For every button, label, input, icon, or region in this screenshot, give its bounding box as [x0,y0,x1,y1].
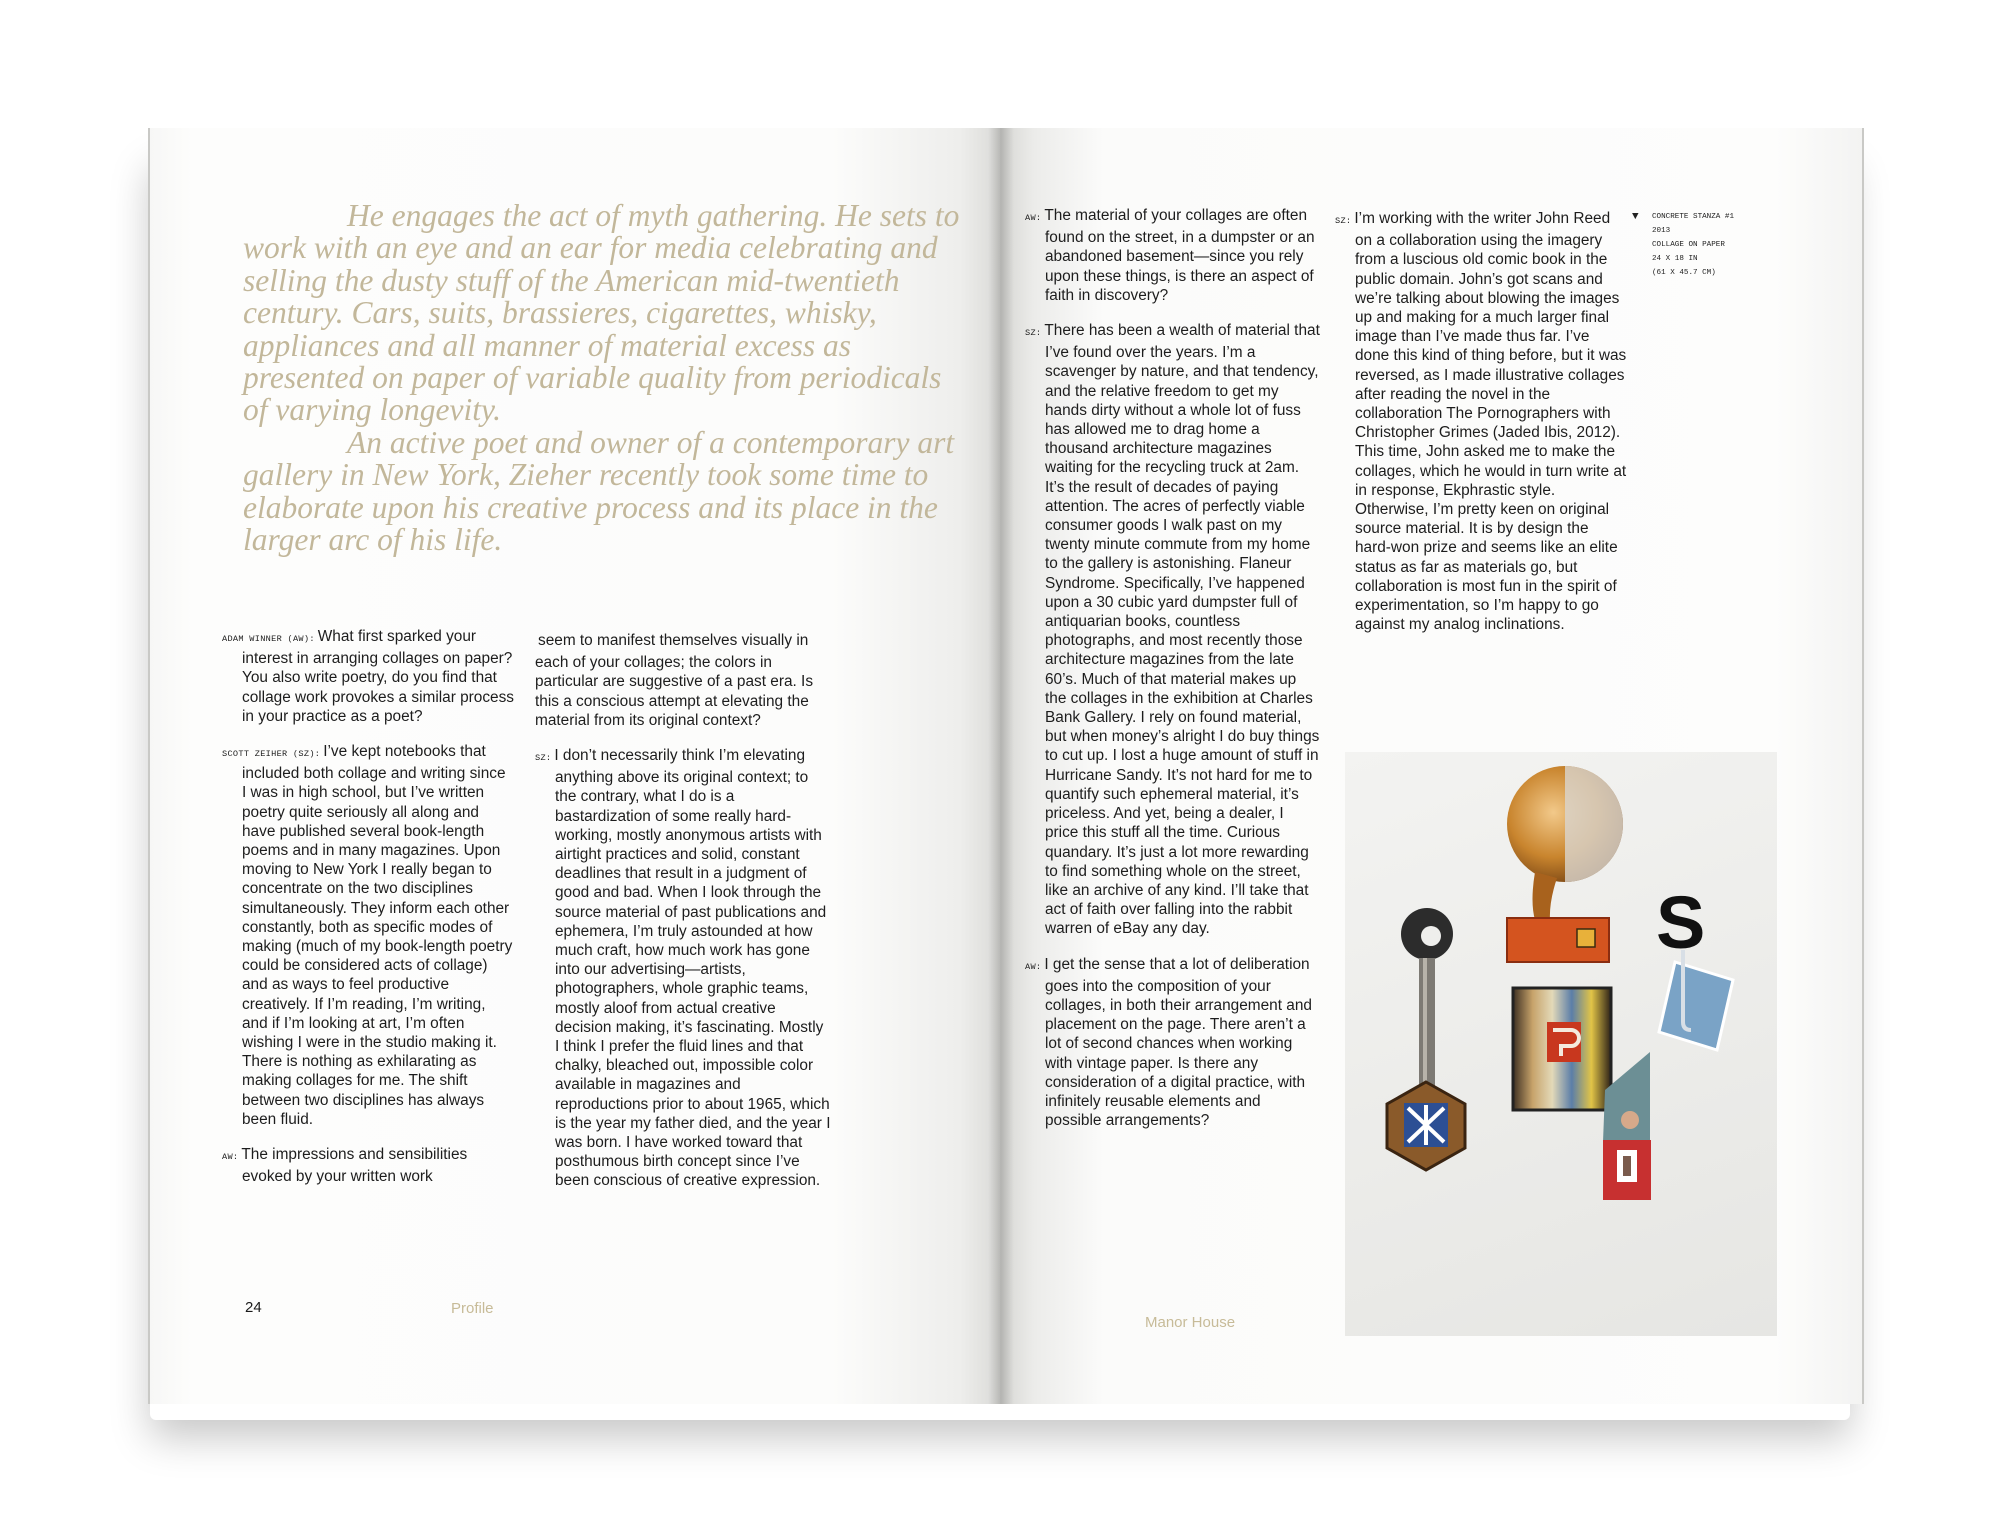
caption-medium: COLLAGE ON PAPER [1652,241,1725,249]
speaker-label: SZ: [535,753,552,764]
caption-year: 2013 [1652,227,1671,235]
pull-quote [243,200,963,556]
speaker-label: SZ: [1335,216,1352,226]
interview-paragraph [1025,206,1320,305]
paragraph-text: There has been a wealth of material that I’ve found over the years. I’m a scavenger by nature, and that tendency, and the relative freedom to get my hands dirty without a whole lot of fuss has allowed me to drag home a thousand architecture magazines waiting for the recycling truck at 2am. It’s the result of decades of paying attention. The acres of perfectly viable consumer goods I walk past on my twenty minute commute from my home to the gallery is astonishing. Flaneur Syndrome. Specifically, I’ve happened upon a 30 cubic yard dumpster full of antiquarian books, countless photographs, and most recently those architecture magazines from the late 60’s. Much of that material makes up the collages in the exhibition at Charles Bank Gallery. I rely on found material, but when money’s alright I do buy things to cut up. I lost a huge amount of stuff in Hurricane Sandy. It’s not hard for me to quantify such ephemeral material, it’s priceless. And yet, being a dealer, I price this stuff all the time. Curious quandary. It’s just a lot more rewarding to find something whole on the street, like an archive of any kind. I’ll take that act of faith over falling into the rabbit warren of eBay any day. [1044,322,1320,938]
interview-paragraph [1025,955,1320,1131]
collage-artwork-image [1345,752,1777,1336]
striped-panel [1513,988,1611,1110]
interview-column-4 [1335,209,1627,650]
interview-paragraph [1335,209,1627,634]
section-label-profile: Profile [451,1300,494,1317]
hexagon-badge [1387,1082,1465,1170]
speaker-label: SCOTT ZEIHER (SZ): [222,749,321,760]
speaker-label: SZ: [1025,328,1042,339]
caption-size-in: 24 X 18 IN [1652,255,1698,263]
interview-column-2 [535,631,831,1207]
caption-size-cm: (61 X 45.7 CM) [1652,269,1716,277]
artwork-caption [1632,211,1772,282]
interview-column-3 [1025,206,1320,1146]
letter-s-card [1656,881,1733,1050]
gramophone-horn [1507,766,1623,962]
triangle-marker-icon: ▼ [1632,211,1639,223]
speaker-label: AW: [1025,213,1042,223]
page-number: 24 [245,1299,262,1316]
paragraph-text: I get the sense that a lot of deliberation goes into the composition of your collages, in both their arrangement and placement on the page. There aren’t a lot of second chances when working with vintage paper. Is there any consideration of a digital practice, with infinitely reusable elements and possible arrangements? [1044,955,1312,1130]
pull-quote-paragraph: He engages the act of myth gathering. He sets to work with an eye and an ear for media celebrating and selling the dusty stuff of the American mid-twentieth century. Cars, suits, brassieres, cigarettes, whisky, appliances and all manner of material excess as presented on paper of variable quality from periodicals of varying longevity. [243,198,960,428]
paragraph-text: The impressions and sensibilities evoked by your written work [241,1146,468,1186]
interview-paragraph [222,1145,514,1186]
interview-paragraph [222,627,514,726]
section-label-manor-house: Manor House [1145,1314,1236,1331]
paragraph-text: I’ve kept notebooks that included both collage and writing since I was in high school, but I’ve written poetry quite seriously all along and have published several book-length poems and in many magazines. Upon moving to New York I really began to concentrate on the two disciplines simultaneously. They inform each other constantly, both as specific modes of making (much of my book-length poetry could be considered acts of collage) and as ways to feel productive creatively. If I’m reading, I’m writing, and if I’m looking at art, I’m often wishing I were in the studio making it. There is nothing as exhilarating as making collages for me. The shift between two disciplines has always been fluid. [242,743,513,1128]
letter-o-shape [1401,908,1453,1086]
speaker-label: ADAM WINNER (AW): [222,634,315,644]
interview-paragraph [535,631,831,730]
paragraph-text: seem to manifest themselves visually in each of your collages; the colors in particular are suggestive of a past era. Is this a conscious attempt at elevating the material from its original context? [535,632,814,729]
paragraph-text: I don’t necessarily think I’m elevating anything above its original context; to the contrary, what I do is a bastardization of some really hard-working, mostly anonymous artists with airtight practices and solid, constant deadlines that result in a judgment of good and bad. When I look through the source material of past publications and ephemera, I’m truly astounded at how much craft, how much work has gone into our advertising—artists, photographers, whole graphic teams, mostly aloof from actual creative decision making, it’s fascinating. Mostly I think I prefer the fluid lines and that chalky, bleached out, impossible color available in magazines and reproductions prior to about 1965, which is the year my father died, and the year I was born. I have worked toward that posthumous birth concept since I’ve been conscious of creative expression. [554,747,831,1190]
speaker-label: AW: [1025,961,1042,972]
paragraph-text: The material of your collages are often found on the street, in a dumpster or an abandoned basement—since you rely upon these things, is there an aspect of faith in discovery? [1044,207,1315,304]
interview-paragraph [222,742,514,1129]
paragraph-text: What first sparked your interest in arranging collages on paper? You also write poetry, do you find that collage work provokes a similar process in your practice as a poet? [242,628,515,725]
collage-letter: S [1656,881,1706,964]
collage-artwork-drawing [1345,752,1777,1336]
pull-quote-paragraph: An active poet and owner of a contemporary art gallery in New York, Zieher recently took some time to elaborate upon his creative process and its place in the larger arc of his life. [243,424,955,558]
interview-paragraph [535,746,831,1191]
interview-column-1 [222,627,514,1202]
caption-title: CONCRETE STANZA #1 [1652,213,1735,221]
paragraph-text: I’m working with the writer John Reed on a collaboration using the imagery from a luscious old comic book in the public domain. John’s got scans and we’re talking about blowing the images up and making for a much larger final image than I’ve made thus far. I’ve done this kind of thing before, but it was reversed, as I made illustrative collages after reading the novel in the collaboration The Pornographers with Christopher Grimes (Jaded Ibis, 2012). This time, John asked me to make the collages, which he would in turn write at in response, Ekphrastic style. Otherwise, I’m pretty keen on original source material. It is by design the hard-won prize and seems like an elite status as far as materials go, but collaboration is most fun in the spirit of experimentation, so I’m happy to go against my analog inclinations. [1354,210,1627,634]
book-gutter [988,128,1014,1404]
interview-paragraph [1025,321,1320,939]
speaker-label: AW: [222,1152,239,1163]
